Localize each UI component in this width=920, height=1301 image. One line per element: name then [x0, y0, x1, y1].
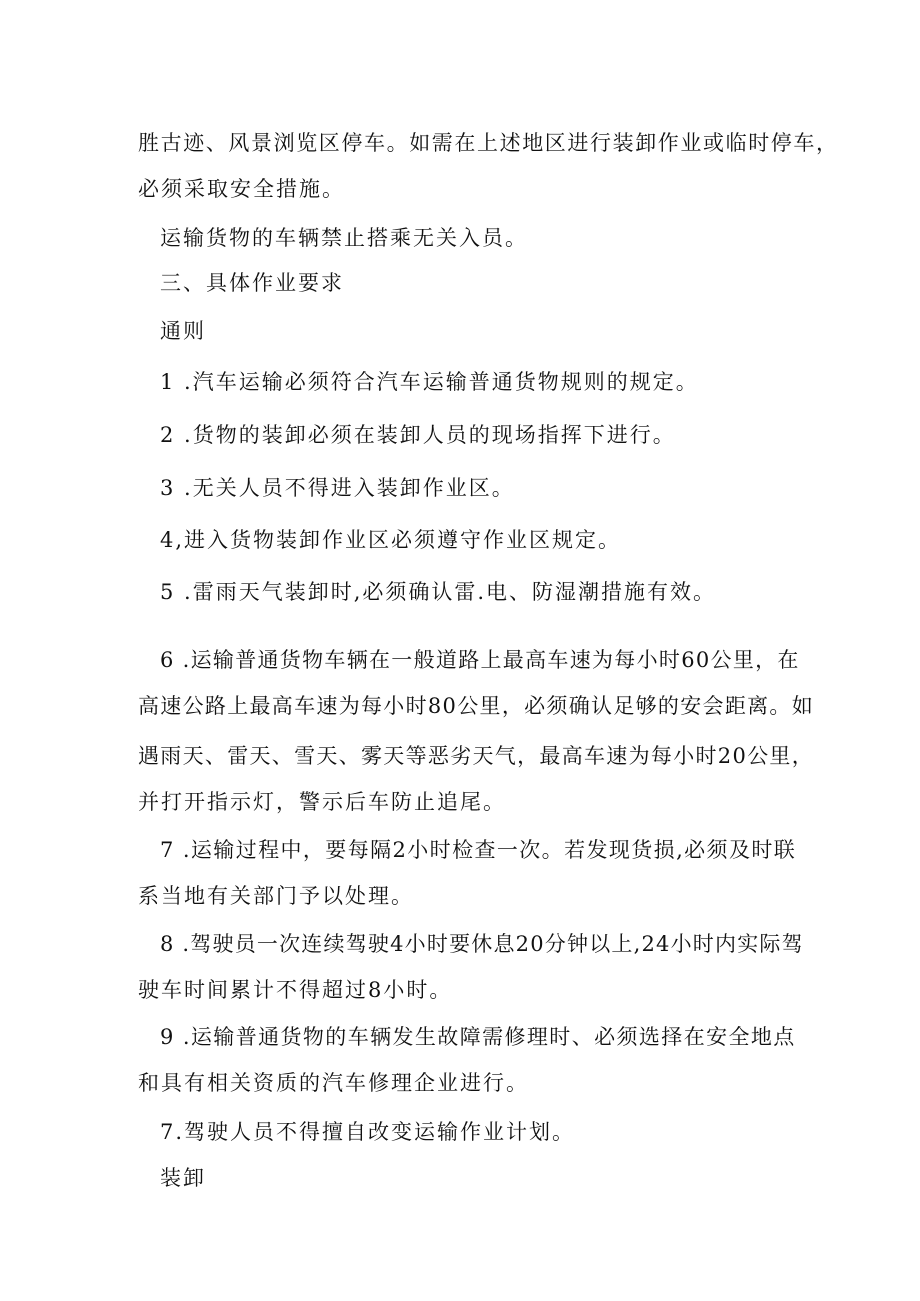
paragraph-line: 必须采取安全措施。: [138, 177, 345, 201]
list-item: 5 .雷雨天气装卸时,必须确认雷.电、防湿潮措施有效。: [160, 580, 717, 604]
list-item: 3 .无关人员不得进入装卸作业区。: [160, 476, 515, 500]
list-item: 1 .汽车运输必须符合汽车运输普通货物规则的规定。: [160, 370, 699, 394]
list-item: 8 .驾驶员一次连续驾驶4小时要休息20分钟以上,24小时内实际驾: [160, 932, 804, 956]
list-item: 6 .运输普通货物车辆在一般道路上最高车速为每小时60公里，在: [160, 648, 800, 672]
list-item-continuation: 和具有相关资质的汽车修理企业进行。: [138, 1071, 529, 1095]
list-item-continuation: 系当地有关部门予以处理。: [138, 884, 414, 908]
subsection-heading: 装卸: [160, 1166, 206, 1190]
list-item: 2 .货物的装卸必须在装卸人员的现场指挥下进行。: [160, 423, 676, 447]
subsection-heading: 通则: [160, 319, 206, 343]
list-item: 7 .运输过程中，要每隔2小时检查一次。若发现货损,必须及时联: [160, 838, 797, 862]
list-item-continuation: 驶车时间累计不得超过8小时。: [138, 978, 453, 1002]
list-item-continuation: 并打开指示灯，警示后车防止追尾。: [138, 790, 506, 814]
paragraph-line: 胜古迹、风景浏览区停车。如需在上述地区进行装卸作业或临时停车，: [138, 131, 839, 155]
section-heading: 三、具体作业要求: [160, 271, 344, 295]
list-item: 7.驾驶人员不得擅自改变运输作业计划。: [160, 1120, 576, 1144]
list-item: 4,进入货物装卸作业区必须遵守作业区规定。: [160, 528, 622, 552]
list-item-continuation: 高速公路上最高车速为每小时80公里，必须确认足够的安会距离。如: [138, 694, 815, 718]
list-item: 9 .运输普通货物的车辆发生故障需修理时、必须选择在安全地点: [160, 1025, 796, 1049]
list-item-continuation: 遇雨天、雷天、雪天、雾天等恶劣天气，最高车速为每小时20公里，: [138, 744, 815, 768]
paragraph-line: 运输货物的车辆禁止搭乘无关入员。: [160, 226, 528, 250]
